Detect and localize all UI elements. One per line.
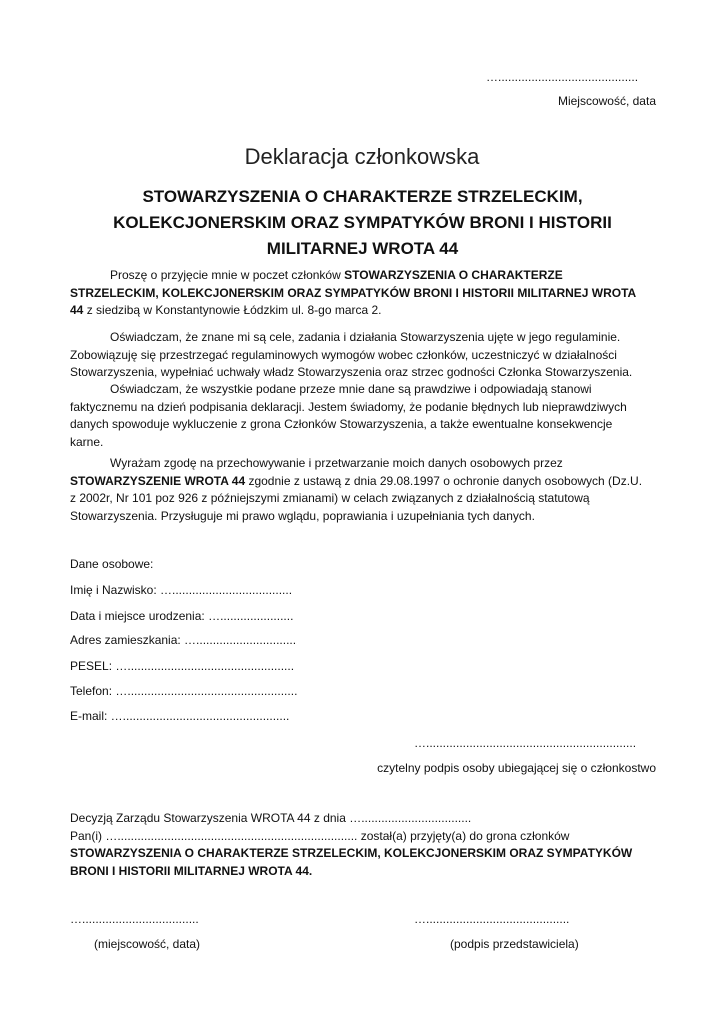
- para1-bold2: STRZELECKIM, KOLEKCJONERSKIM ORAZ SYMPATYKÓW BRONI I HISTORII MILITARNEJ WROTA: [70, 285, 637, 300]
- place-date-label: Miejscowość, data: [557, 94, 656, 108]
- field-pesel: PESEL: …..................................................: [70, 659, 295, 673]
- footer-left-dots: …...................................: [70, 912, 199, 926]
- place-date-dots: …..........................................: [486, 70, 639, 84]
- membership-request-paragraph: [70, 267, 660, 320]
- para1-bold3: 44: [70, 303, 84, 317]
- org-title-line: KOLEKCJONERSKIM ORAZ SYMPATYKÓW BRONI I HISTORII: [113, 213, 612, 232]
- para2-line3: Stowarzyszenia, wypełniać uchwały władz Stowarzyszenia oraz strzec godności Członka Stowarzyszenia.: [70, 365, 633, 379]
- personal-data-heading: Dane osobowe:: [70, 557, 154, 571]
- organization-title: [70, 184, 655, 262]
- para3-line1: Oświadczam, że wszystkie podane przeze mnie dane są prawdziwe i odpowiadają stanowi: [110, 382, 592, 396]
- field-birth: Data i miejsce urodzenia: …......................: [70, 609, 294, 623]
- para1-lead: Proszę o przyjęcie mnie w poczet członków: [110, 268, 345, 282]
- para4-line2-tail: zgodnie z ustawą z dnia 29.08.1997 o ochronie danych osobowych (Dz.U.: [245, 473, 643, 488]
- document-title: Deklaracja członkowska: [244, 144, 480, 169]
- signature-label: czytelny podpis osoby ubiegającej się o członkostwo: [377, 761, 656, 775]
- org-title-line: STOWARZYSZENIA O CHARAKTERZE STRZELECKIM,: [142, 187, 583, 206]
- truth-statement-paragraph: [70, 381, 660, 451]
- para1-tail: z siedzibą w Konstantynowie Łódzkim ul. 8-go marca 2.: [83, 303, 382, 317]
- para3-line2: faktycznemu na dzień podpisania deklaracji. Jestem świadomy, że podanie błędnych lub nieprawdziwych: [70, 399, 627, 414]
- footer-right-dots: …...........................................: [414, 912, 570, 926]
- board-decision: [70, 810, 660, 880]
- signature-dots: …...............................................................: [414, 736, 637, 750]
- para4-line1: Wyrażam zgodę na przechowywanie i przetwarzanie moich danych osobowych przez: [110, 456, 563, 470]
- decision-line1: Decyzją Zarządu Stowarzyszenia WROTA 44 z dnia ….................................: [70, 811, 472, 825]
- field-address: Adres zamieszkania: …..............................: [70, 633, 297, 647]
- data-consent-paragraph: [70, 455, 660, 525]
- footer-right-label: (podpis przedstawiciela): [450, 937, 579, 951]
- para1-bold1: STOWARZYSZENIA O CHARAKTERZE: [344, 268, 563, 282]
- para2-line1: Oświadczam, że znane mi są cele, zadania i działania Stowarzyszenia ujęte w jego regulaminie.: [110, 330, 621, 344]
- field-name: Imię i Nazwisko: …....................................: [70, 583, 293, 597]
- field-phone: Telefon: …...................................................: [70, 684, 298, 698]
- para3-line4: karne.: [70, 434, 104, 449]
- footer-left-label: (miejscowość, data): [94, 937, 201, 951]
- decision-bold2: BRONI I HISTORII MILITARNEJ WROTA 44.: [70, 863, 313, 878]
- para4-bold: STOWARZYSZENIE WROTA 44: [70, 473, 246, 488]
- org-title-line: MILITARNEJ WROTA 44: [266, 239, 459, 258]
- para2-line2: Zobowiązuję się przestrzegać regulaminowych wymogów wobec członków, uczestniczyć w działalności: [70, 347, 617, 362]
- decision-bold1: STOWARZYSZENIA O CHARAKTERZE STRZELECKIM, KOLEKCJONERSKIM ORAZ SYMPATYKÓW: [70, 846, 633, 860]
- statement-paragraph: [70, 329, 660, 382]
- para4-line3: z 2002r, Nr 101 poz 926 z późniejszymi zmianami) w celach związanych z działalnością statutową: [70, 491, 590, 505]
- field-email: E-mail: …..................................................: [70, 709, 290, 723]
- para4-line4: Stowarzyszenia. Przysługuje mi prawo wglądu, poprawiania i uzupełniania tych danych.: [70, 508, 535, 523]
- para3-line3: danych spowoduje wykluczenie z grona Członków Stowarzyszenia, a także ewentualne konsekwencje: [70, 417, 613, 431]
- decision-line2: Pan(i) …........................................................................ został(a) przyjęty(a) do grona członków: [70, 828, 570, 843]
